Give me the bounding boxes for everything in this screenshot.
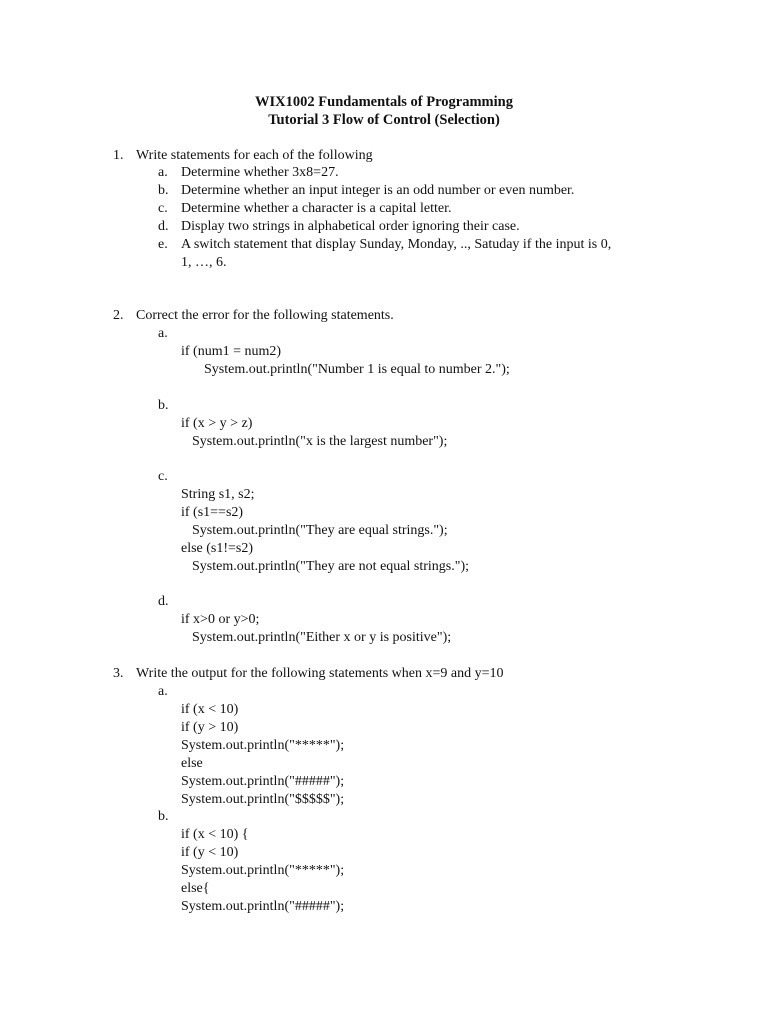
code-line: else (s1!=s2) xyxy=(181,541,254,556)
question-number: 3. xyxy=(113,666,124,681)
code-line: System.out.println("$$$$$"); xyxy=(181,792,345,807)
code-line: if (y > 10) xyxy=(181,720,239,735)
item-text: Determine whether 3x8=27. xyxy=(181,165,339,180)
code-line: if (s1==s2) xyxy=(181,505,244,520)
code-line: else{ xyxy=(181,881,210,896)
code-line: System.out.println("*****"); xyxy=(181,738,345,753)
question-text: Write the output for the following statements when x=9 and y=10 xyxy=(136,666,504,681)
code-line: System.out.println("*****"); xyxy=(181,863,345,878)
code-line: System.out.println("#####"); xyxy=(181,899,345,914)
part-label: d. xyxy=(158,594,169,609)
code-line: System.out.println("They are equal strings."); xyxy=(192,523,448,538)
code-line: String s1, s2; xyxy=(181,487,255,502)
part-label: b. xyxy=(158,398,169,413)
tutorial-title: Tutorial 3 Flow of Control (Selection) xyxy=(268,112,500,128)
code-line: System.out.println("x is the largest number"); xyxy=(192,434,448,449)
question-number: 1. xyxy=(113,148,124,163)
code-line: if (x > y > z) xyxy=(181,416,253,431)
code-line: if (x < 10) { xyxy=(181,827,249,842)
part-label: c. xyxy=(158,469,168,484)
course-title: WIX1002 Fundamentals of Programming xyxy=(255,94,513,110)
item-label: c. xyxy=(158,201,168,216)
code-line: if (x < 10) xyxy=(181,702,239,717)
item-label: e. xyxy=(158,237,168,252)
code-line: System.out.println("They are not equal strings."); xyxy=(192,559,469,574)
code-line: System.out.println("Either x or y is positive"); xyxy=(192,630,452,645)
item-label: d. xyxy=(158,219,169,234)
item-text: Determine whether an input integer is an odd number or even number. xyxy=(181,183,575,198)
question-text: Write statements for each of the following xyxy=(136,148,373,163)
part-label: b. xyxy=(158,809,169,824)
code-line: if x>0 or y>0; xyxy=(181,612,260,627)
code-line: System.out.println("Number 1 is equal to number 2."); xyxy=(204,362,510,377)
code-line: if (y < 10) xyxy=(181,845,239,860)
code-line: if (num1 = num2) xyxy=(181,344,282,359)
item-label: b. xyxy=(158,183,169,198)
part-label: a. xyxy=(158,684,168,699)
question-text: Correct the error for the following statements. xyxy=(136,308,394,323)
item-text: Display two strings in alphabetical order ignoring their case. xyxy=(181,219,520,234)
code-line: else xyxy=(181,756,203,771)
item-label: a. xyxy=(158,165,168,180)
item-text-continued: 1, …, 6. xyxy=(181,255,227,270)
code-line: System.out.println("#####"); xyxy=(181,774,345,789)
item-text: A switch statement that display Sunday, Monday, .., Satuday if the input is 0, xyxy=(181,237,612,252)
question-number: 2. xyxy=(113,308,124,323)
part-label: a. xyxy=(158,326,168,341)
item-text: Determine whether a character is a capital letter. xyxy=(181,201,452,216)
